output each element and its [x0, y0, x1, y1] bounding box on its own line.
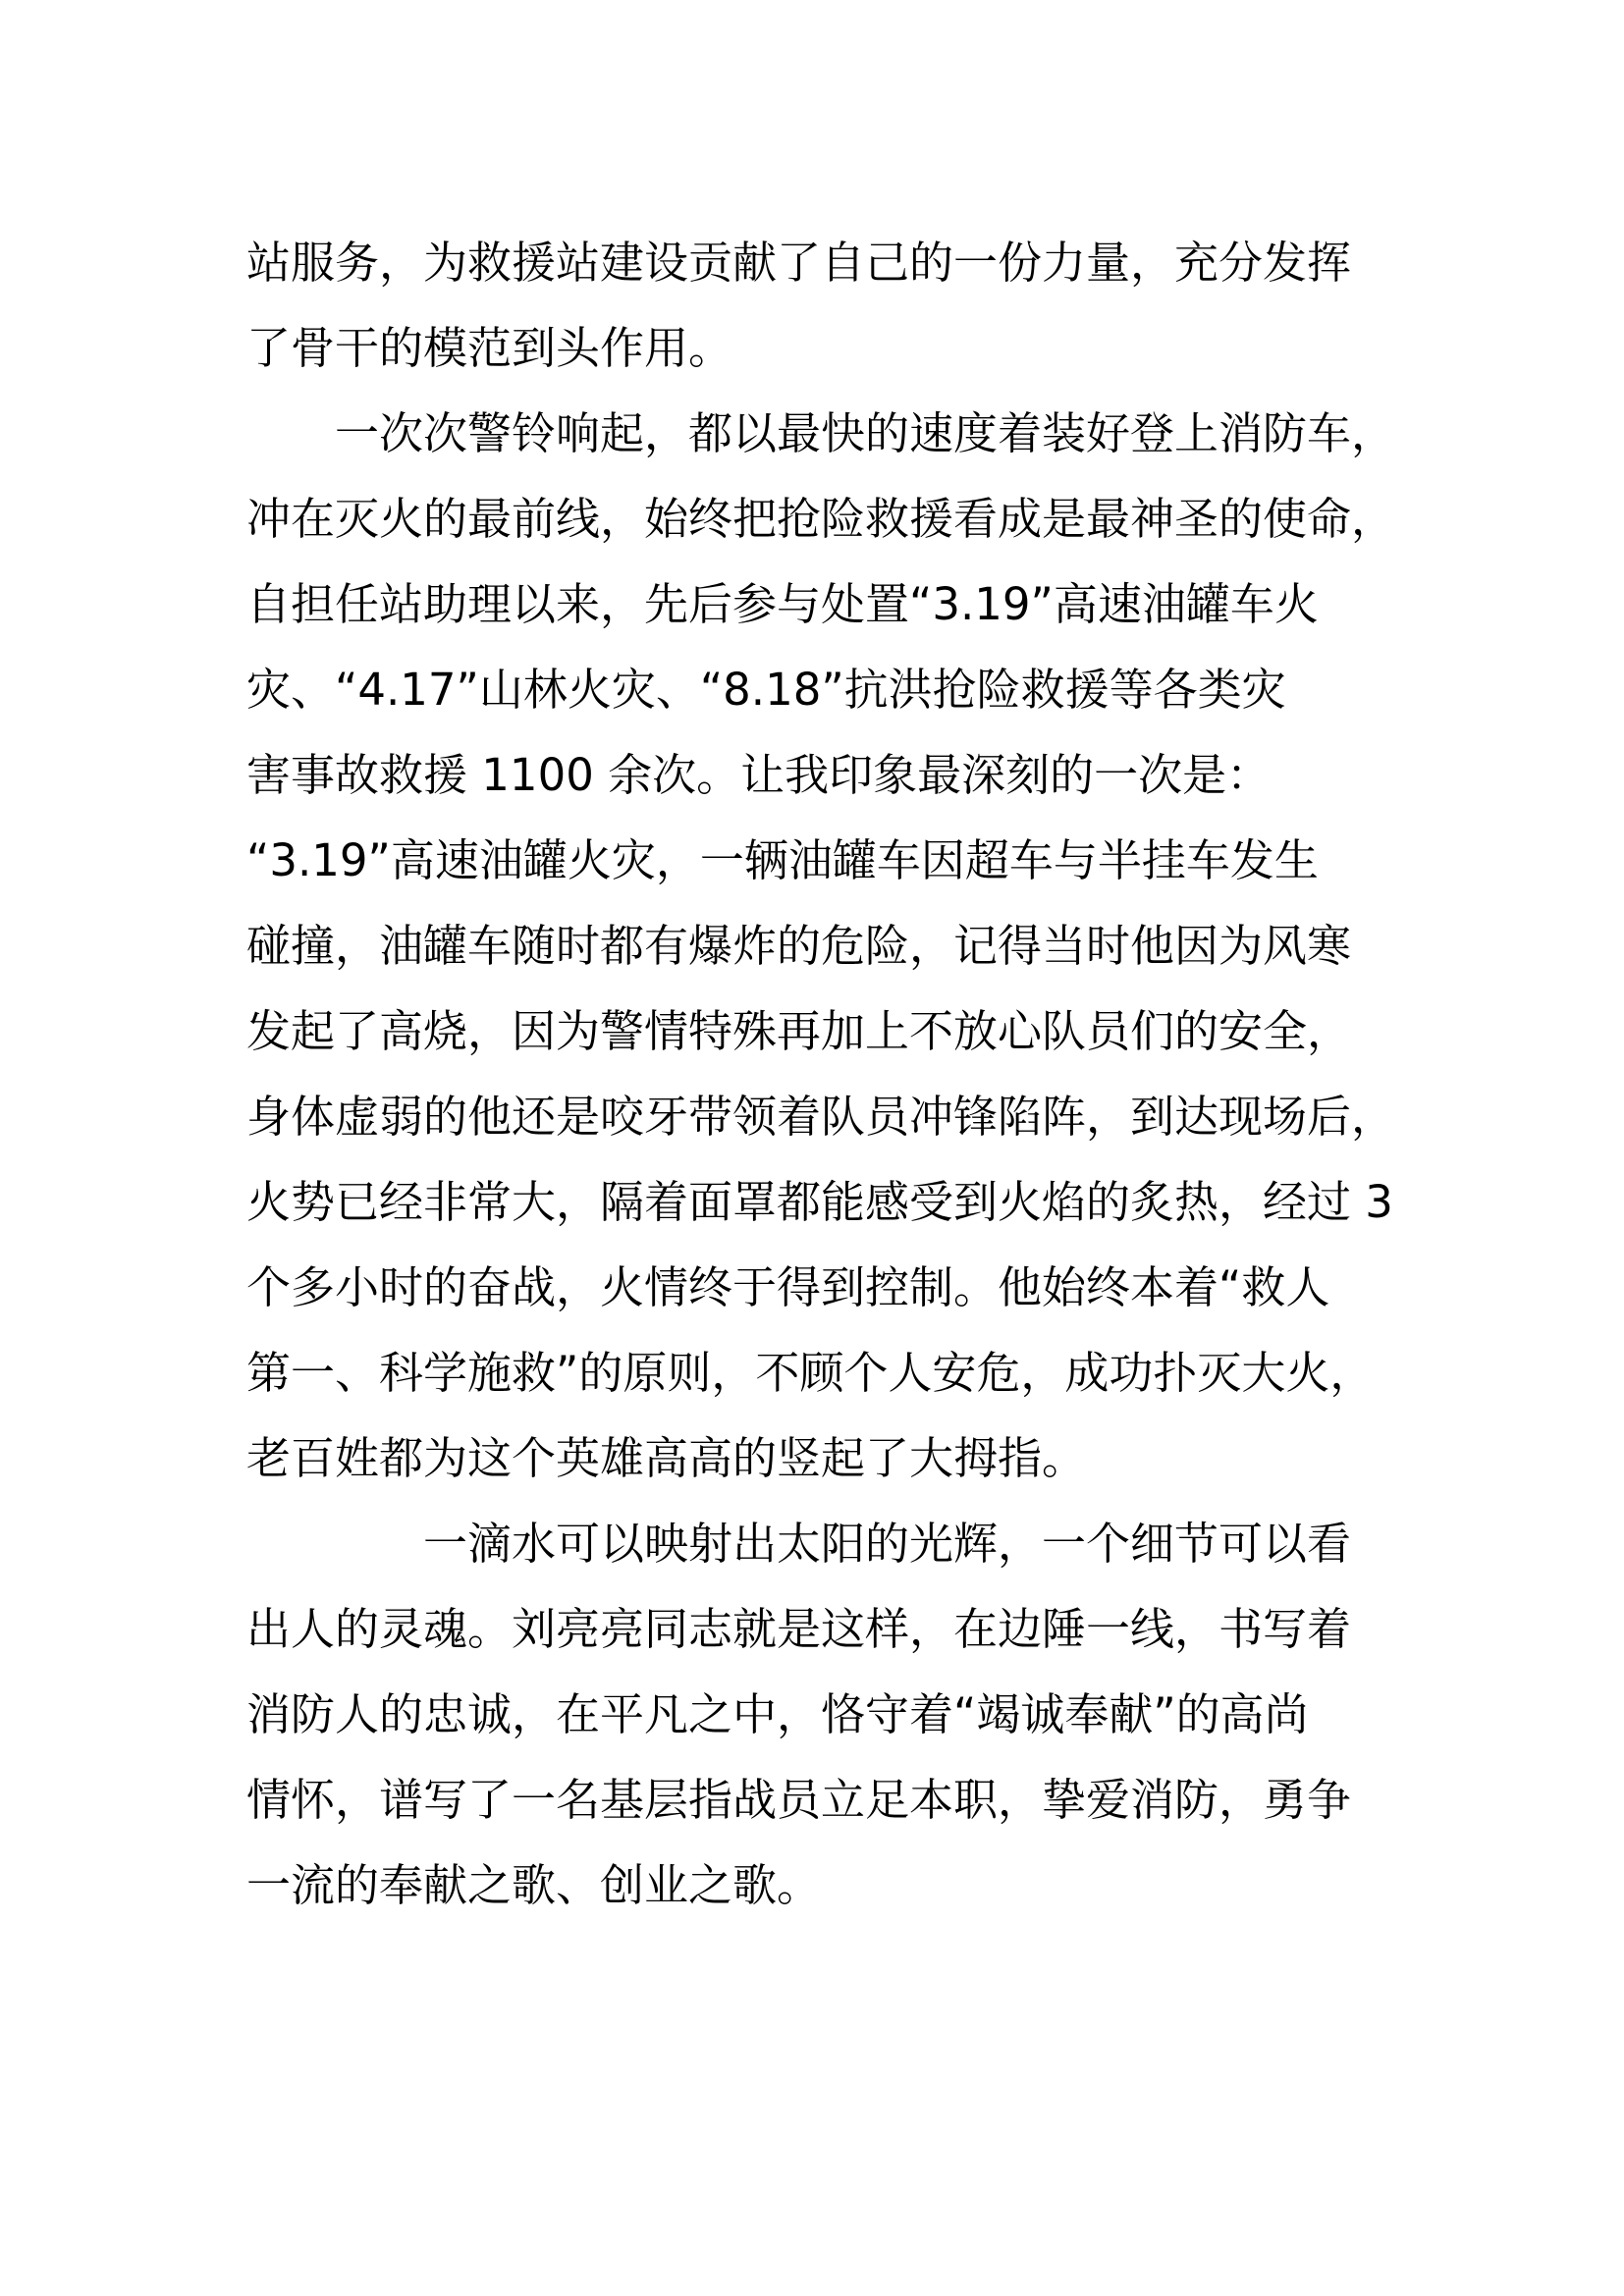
paragraph-3-line-1: 一滴水可以映射出太阳的光辉，一个细节可以看 — [423, 1518, 1352, 1570]
paragraph-3-line-4: 情怀，谱写了一名基层指战员立足本职，挚爱消防，勇争 — [246, 1774, 1352, 1826]
paragraph-2-line-3: 自担任站助理以来，先后参与处置“3.19”高速油罐车火 — [246, 578, 1319, 630]
paragraph-2-line-13: 老百姓都为这个英雄高高的竖起了大拇指。 — [246, 1432, 1087, 1484]
paragraph-2-line-12: 第一、科学施救”的原则，不顾个人安危，成功扑灭大火， — [246, 1347, 1375, 1399]
paragraph-2-line-9: 身体虚弱的他还是咬牙带领着队员冲锋陷阵，到达现场后， — [246, 1091, 1396, 1143]
paragraph-2-line-4: 灾、“4.17”山林火灾、“8.18”抗洪抢险救援等各类灾 — [246, 664, 1286, 716]
paragraph-1-line-2: 了骨干的模范到头作用。 — [246, 322, 733, 374]
paragraph-1-line-1: 站服务，为救援站建设贡献了自己的一份力量，充分发挥 — [246, 237, 1352, 289]
paragraph-2-line-6: “3.19”高速油罐火灾，一辆油罐车因超车与半挂车发生 — [246, 834, 1319, 886]
paragraph-3-line-2: 出人的灵魂。刘亮亮同志就是这样，在边陲一线，书写着 — [246, 1603, 1352, 1655]
paragraph-2-line-1: 一次次警铃响起，都以最快的速度着装好登上消防车， — [335, 407, 1396, 459]
paragraph-3-line-3: 消防人的忠诚，在平凡之中，恪守着“竭诚奉献”的高尚 — [246, 1688, 1309, 1740]
paragraph-2-line-7: 碰撞，油罐车随时都有爆炸的危险，记得当时他因为风寒 — [246, 920, 1352, 972]
paragraph-2-line-8: 发起了高烧，因为警情特殊再加上不放心队员们的安全， — [246, 1005, 1352, 1057]
paragraph-3-line-5: 一流的奉献之歌、创业之歌。 — [246, 1859, 822, 1911]
paragraph-2-line-11: 个多小时的奋战，火情终于得到控制。他始终本着“救人 — [246, 1261, 1330, 1313]
paragraph-2-line-5: 害事故救援 1100 余次。让我印象最深刻的一次是： — [246, 749, 1272, 801]
paragraph-2-line-2: 冲在灭火的最前线，始终把抢险救援看成是最神圣的使命， — [246, 493, 1396, 545]
paragraph-2-line-10: 火势已经非常大，隔着面罩都能感受到火焰的炙热，经过 3 — [246, 1176, 1393, 1228]
